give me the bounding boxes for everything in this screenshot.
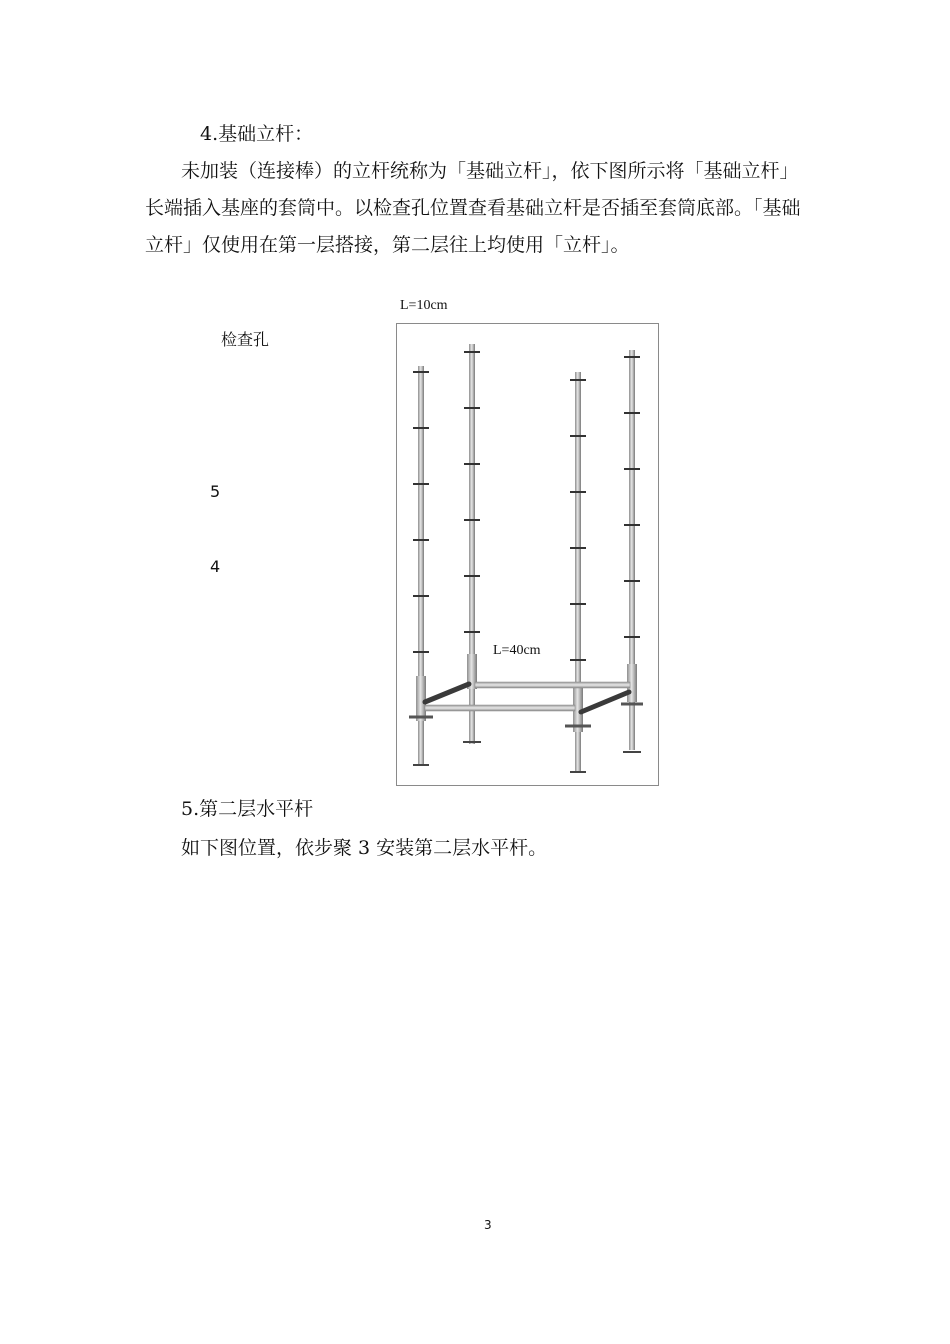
figure-label-l10: L=10cm: [400, 298, 448, 313]
horizontal-ledger-front: [425, 705, 575, 711]
scaffold-illustration: [397, 324, 658, 785]
horizontal-ledger-right: [581, 692, 629, 712]
section-5-paragraph: 如下图位置，依步聚 3 安装第二层水平杆。: [181, 837, 548, 859]
figure-label-l40: L=40cm: [493, 643, 541, 658]
figure-label-inspection-hole: 检查孔: [221, 330, 270, 349]
section-4-heading: 4.基础立杆：: [200, 123, 314, 145]
section-5-heading: 5.第二层水平杆: [181, 798, 314, 820]
scaffold-figure: [396, 323, 659, 786]
section-4-paragraph-line-2: 长端插入基座的套筒中。以检查孔位置查看基础立杆是否插至套筒底部。「基础: [145, 197, 801, 219]
section-4-paragraph-line-1: 未加装（连接棒）的立杆统称为「基础立杆」，依下图所示将「基础立杆」: [181, 160, 799, 182]
page-number: 3: [484, 1218, 492, 1232]
section-4-paragraph-line-3: 立杆」仅使用在第一层搭接，第二层往上均使用「立杆」。: [145, 234, 630, 256]
figure-label-5: 5: [210, 482, 221, 501]
horizontal-ledger-left: [425, 684, 469, 702]
horizontal-ledger-back: [475, 682, 630, 688]
figure-label-4: 4: [210, 557, 221, 576]
